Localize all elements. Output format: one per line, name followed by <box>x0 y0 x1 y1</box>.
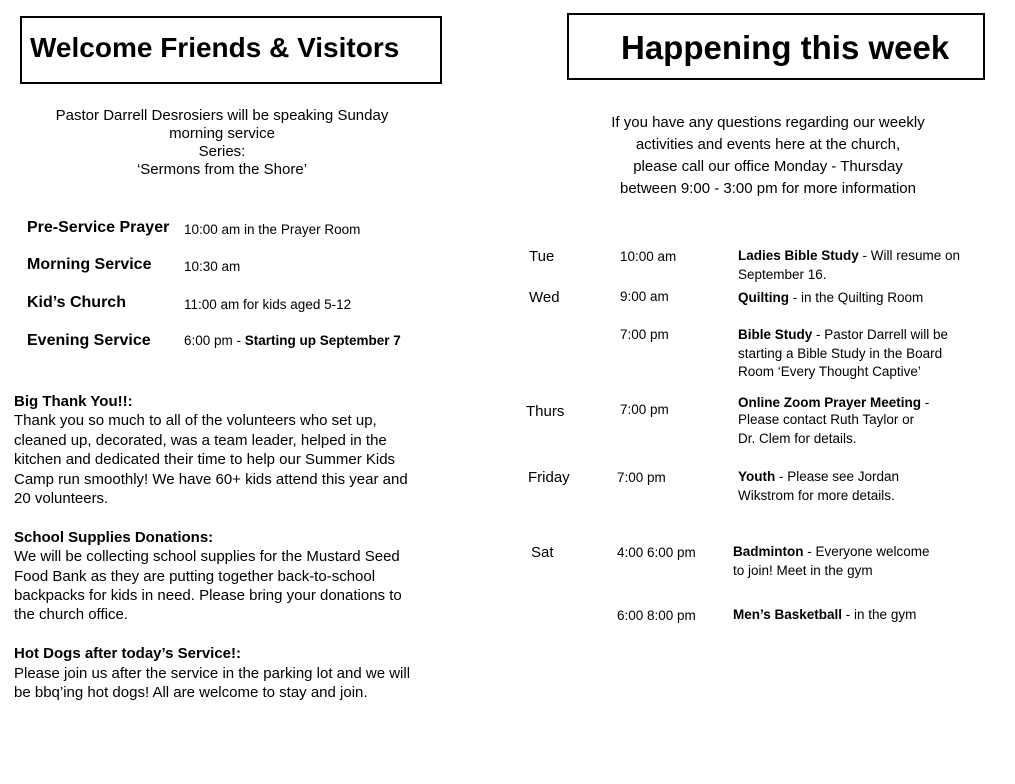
announcement-heading: Big Thank You!!: <box>14 393 133 410</box>
announcement-heading: School Supplies Donations: <box>14 528 214 546</box>
schedule-time: 6:00 8:00 pm <box>617 608 696 623</box>
schedule-day: Friday <box>528 469 570 486</box>
event-name: Badminton <box>733 544 804 559</box>
service-name-evening-service: Evening Service <box>27 332 151 349</box>
service-time-pre-service-prayer: 10:00 am in the Prayer Room <box>184 222 361 237</box>
event-detail: Please contact Ruth Taylor or <box>738 412 915 427</box>
event-detail: - <box>921 395 930 410</box>
schedule-time: 7:00 pm <box>617 470 666 485</box>
pastor-note-line: Pastor Darrell Desrosiers will be speaking Sunday <box>55 107 389 124</box>
event-detail: Wikstrom for more details. <box>738 487 895 503</box>
week-title-box <box>567 13 985 80</box>
event-detail: - Please see Jordan <box>775 469 900 484</box>
service-name-kids-church: Kid’s Church <box>27 294 126 311</box>
pastor-note <box>32 107 412 179</box>
schedule-event <box>738 289 923 308</box>
schedule-time: 9:00 am <box>620 289 669 304</box>
schedule-time: 4:00 6:00 pm <box>617 545 696 560</box>
schedule-day: Wed <box>529 289 560 306</box>
office-note <box>585 112 951 200</box>
office-note-line: please call our office Monday - Thursday <box>633 158 903 175</box>
event-name: Men’s Basketball <box>733 607 843 622</box>
service-time-kids-church: 11:00 am for kids aged 5-12 <box>184 297 352 312</box>
announcement-line: be bbq’ing hot dogs! All are welcome to stay and join. <box>14 684 368 702</box>
evening-start-note: Starting up September 7 <box>244 333 401 348</box>
announcement-hot-dogs <box>14 644 464 702</box>
event-detail: - Everyone welcome <box>803 544 930 559</box>
announcement-line: kitchen and dedicated their time to help our Summer Kids <box>14 451 396 469</box>
event-detail: - in the gym <box>842 607 917 622</box>
service-name-pre-service-prayer: Pre-Service Prayer <box>27 219 170 236</box>
event-detail: Room ‘Every Thought Captive’ <box>738 364 921 379</box>
service-time-morning-service: 10:30 am <box>184 259 241 274</box>
week-title: Happening this week <box>621 29 950 66</box>
event-name: Youth <box>738 469 776 484</box>
announcement-line: We will be collecting school supplies for the Mustard Seed <box>14 548 400 566</box>
announcement-thank-you <box>14 392 464 508</box>
schedule-event <box>733 606 916 625</box>
welcome-title: Welcome Friends & Visitors <box>30 32 400 63</box>
schedule-event <box>738 326 948 382</box>
announcement-line: cleaned up, decorated, was a team leader, helped in the <box>14 431 387 449</box>
announcements <box>14 392 464 722</box>
event-name: Bible Study <box>738 327 813 342</box>
announcement-line: the church office. <box>14 606 128 624</box>
event-name: Online Zoom Prayer Meeting <box>738 395 922 410</box>
pastor-note-line: morning service <box>169 125 275 142</box>
announcement-line: Please join us after the service in the parking lot and we will <box>14 664 411 682</box>
schedule-event <box>738 468 899 505</box>
event-name: Ladies Bible Study <box>738 248 859 263</box>
event-detail: September 16. <box>738 266 827 282</box>
office-note-line: between 9:00 - 3:00 pm for more information <box>620 180 916 197</box>
event-detail: - Pastor Darrell will be <box>812 327 949 342</box>
schedule-event <box>733 543 930 580</box>
event-detail: - Will resume on <box>858 248 961 263</box>
announcement-line: Food Bank as they are putting together back-to-school <box>14 567 376 585</box>
announcement-line: 20 volunteers. <box>14 490 109 508</box>
schedule-day: Thurs <box>526 403 565 420</box>
office-note-line: activities and events here at the church, <box>635 136 901 153</box>
service-time-evening-service <box>184 333 401 348</box>
schedule-event <box>738 394 929 447</box>
schedule-day: Tue <box>529 248 555 265</box>
pastor-note-line: Series: <box>198 143 246 160</box>
announcement-line: Thank you so much to all of the volunteers who set up, <box>14 412 377 430</box>
announcement-line: backpacks for kids in need. Please bring your donations to <box>14 587 402 605</box>
event-detail: - in the Quilting Room <box>789 290 924 305</box>
schedule-event <box>738 247 960 284</box>
schedule-day: Sat <box>531 544 554 561</box>
schedule-time: 10:00 am <box>620 249 677 264</box>
event-detail: starting a Bible Study in the Board <box>738 345 943 361</box>
evening-time: 6:00 pm - <box>184 333 245 348</box>
pastor-note-line: ‘Sermons from the Shore’ <box>136 161 308 178</box>
announcement-line: Camp run smoothly! We have 60+ kids attend this year and <box>14 470 408 488</box>
schedule-time: 7:00 pm <box>620 402 669 417</box>
welcome-title-box <box>20 16 442 84</box>
event-detail: to join! Meet in the gym <box>733 562 873 578</box>
office-note-line: If you have any questions regarding our weekly <box>611 114 925 131</box>
schedule-time: 7:00 pm <box>620 327 669 342</box>
announcement-heading: Hot Dogs after today’s Service!: <box>14 645 241 663</box>
announcement-school-supplies <box>14 528 464 625</box>
event-name: Quilting <box>738 290 789 305</box>
event-detail: Dr. Clem for details. <box>738 431 857 446</box>
service-name-morning-service: Morning Service <box>27 256 152 273</box>
